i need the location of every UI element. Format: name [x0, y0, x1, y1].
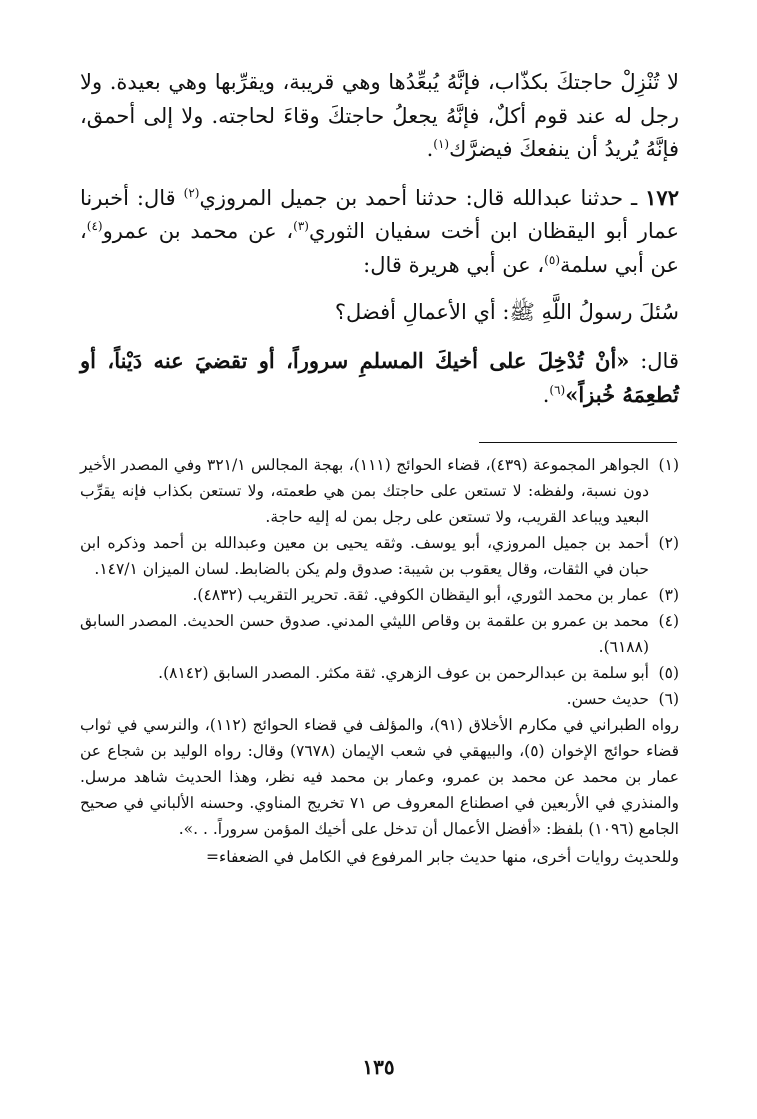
answer-intro: قال: [629, 348, 679, 373]
main-text [80, 66, 679, 413]
isnad-part-1: ـ حدثنا عبدالله قال: حدثنا أحمد بن جميل المروزي [199, 185, 646, 210]
footnotes [80, 452, 679, 870]
footnote-3 [80, 582, 679, 608]
footnote-continuation: وللحديث روايات أخرى، منها حديث جابر المرفوع في الكامل في الضعفاء= [205, 848, 679, 866]
footnote-text: حديث حسن. [566, 690, 649, 708]
footnote-ref-5[interactable]: (٥) [544, 252, 560, 267]
footnote-number: (٣) [658, 586, 679, 604]
footnote-text: أحمد بن جميل المروزي، أبو يوسف. وثقه يحيى بن معين وعبدالله بن أحمد وذكره ابن حبان في الثقات، وقال يعقوب بن شيبة: صدوق ولم يكن بالضابط. لسان الميزان ١٤٧/١. [80, 534, 649, 578]
isnad-part-2: قال: أخبرنا عمار أبو اليقظان ابن أخت سفيان الثوري [80, 185, 679, 243]
footnote-text: الجواهر المجموعة (٤٣٩)، قضاء الحوائج (١١١)، بهجة المجالس ٣٢١/١ وفي المصدر الأخير دون نسبة، ولفظه: لا تستعن على حاجتك بمن هي طعمته، ولا تستعن بكذاب فإنه يقرِّب البعيد ويباعد القريب، ولا تستعن على رجل بمن له إليه حاجة. [80, 456, 649, 526]
footnote-number: (٥) [658, 664, 679, 682]
footnote-5 [80, 660, 679, 686]
footnote-6 [80, 686, 679, 712]
footnote-ref-1[interactable]: (١) [433, 137, 450, 151]
footnote-number: (٤) [658, 612, 679, 630]
hadith-matn: «أنْ تُدْخِلَ على أخيكَ المسلمِ سروراً، أو تقضيَ عنه دَيْناً، أو تُطعِمَهُ خُبزاً» [80, 347, 679, 407]
paragraph-answer [80, 344, 679, 413]
footnote-number: (٦) [658, 690, 679, 708]
footnote-ref-4[interactable]: (٤) [86, 219, 103, 233]
footnote-text: محمد بن عمرو بن علقمة بن وقاص الليثي المدني. صدوق حسن الحديث. المصدر السابق (٦١٨٨). [80, 612, 649, 656]
footnote-number: (٢) [658, 534, 679, 552]
footnote-number: (١) [658, 456, 679, 474]
paragraph-1-text: لا تُنْزِلْ حاجتكَ بكذّاب، فإنَّهُ يُبعِّدُها وهي قريبة، ويقرِّبها وهي بعيدة. ولا رجل له عند قوم أكلٌ، فإنَّهُ يجعلُ حاجتكَ وقاءَ لحاجته. ولا إلى أحمق، فإنَّهُ يُريدُ أن ينفعكَ فيضرَّك [80, 70, 679, 161]
isnad-part-3: ، عن محمد بن عمرو [102, 219, 294, 243]
footnote-2 [80, 530, 679, 582]
paragraph-hadith-172 [80, 181, 679, 283]
footnote-text: أبو سلمة بن عبدالرحمن بن عوف الزهري. ثقة مكثر. المصدر السابق (٨١٤٢). [158, 664, 649, 682]
footnote-6-body: رواه الطبراني في مكارم الأخلاق (٩١)، والمؤلف في قضاء الحوائج (١١٢)، والنرسي في ثواب قضاء حوائج الإخوان (٥)، والبيهقي في شعب الإيمان (٧٦٧٨) وقال: رواه الوليد بن شجاع عن عمار بن محمد عن محمد بن عمرو، وعمار بن محمد فيه نظر، وهذا الحديث شاهد مرسل. والمنذري في الأربعين في اصطناع المعروف ص ٧١ تخريج المناوي. وحسنه الألباني في صحيح الجامع (١٠٩٦) بلفظ: «أفضل الأعمال أن تدخل على أخيك المؤمن سروراً. . .». [80, 716, 680, 838]
isnad-part-5: ، عن أبي هريرة قال: [363, 252, 545, 277]
footnote-text: عمار بن محمد الثوري، أبو اليقظان الكوفي. ثقة. تحرير التقريب (٤٨٣٢). [192, 586, 649, 604]
footnote-ref-6[interactable]: (٦) [549, 383, 566, 397]
paragraph-1-end: . [426, 137, 434, 161]
paragraph-question: سُئلَ رسولُ اللَّهِ ﷺ: أي الأعمالِ أفضل؟ [334, 300, 679, 324]
isnad-part-4: ، عن أبي سلمة [80, 219, 679, 277]
answer-end: . [542, 383, 550, 407]
footnote-ref-2[interactable]: (٢) [183, 185, 200, 200]
footnote-separator [479, 442, 677, 443]
footnote-ref-3[interactable]: (٣) [293, 219, 309, 233]
paragraph-1 [80, 66, 679, 167]
footnote-1 [80, 452, 679, 530]
hadith-number: ١٧٢ [645, 184, 679, 210]
page-number: ١٣٥ [362, 1055, 395, 1079]
footnote-4 [80, 608, 679, 660]
